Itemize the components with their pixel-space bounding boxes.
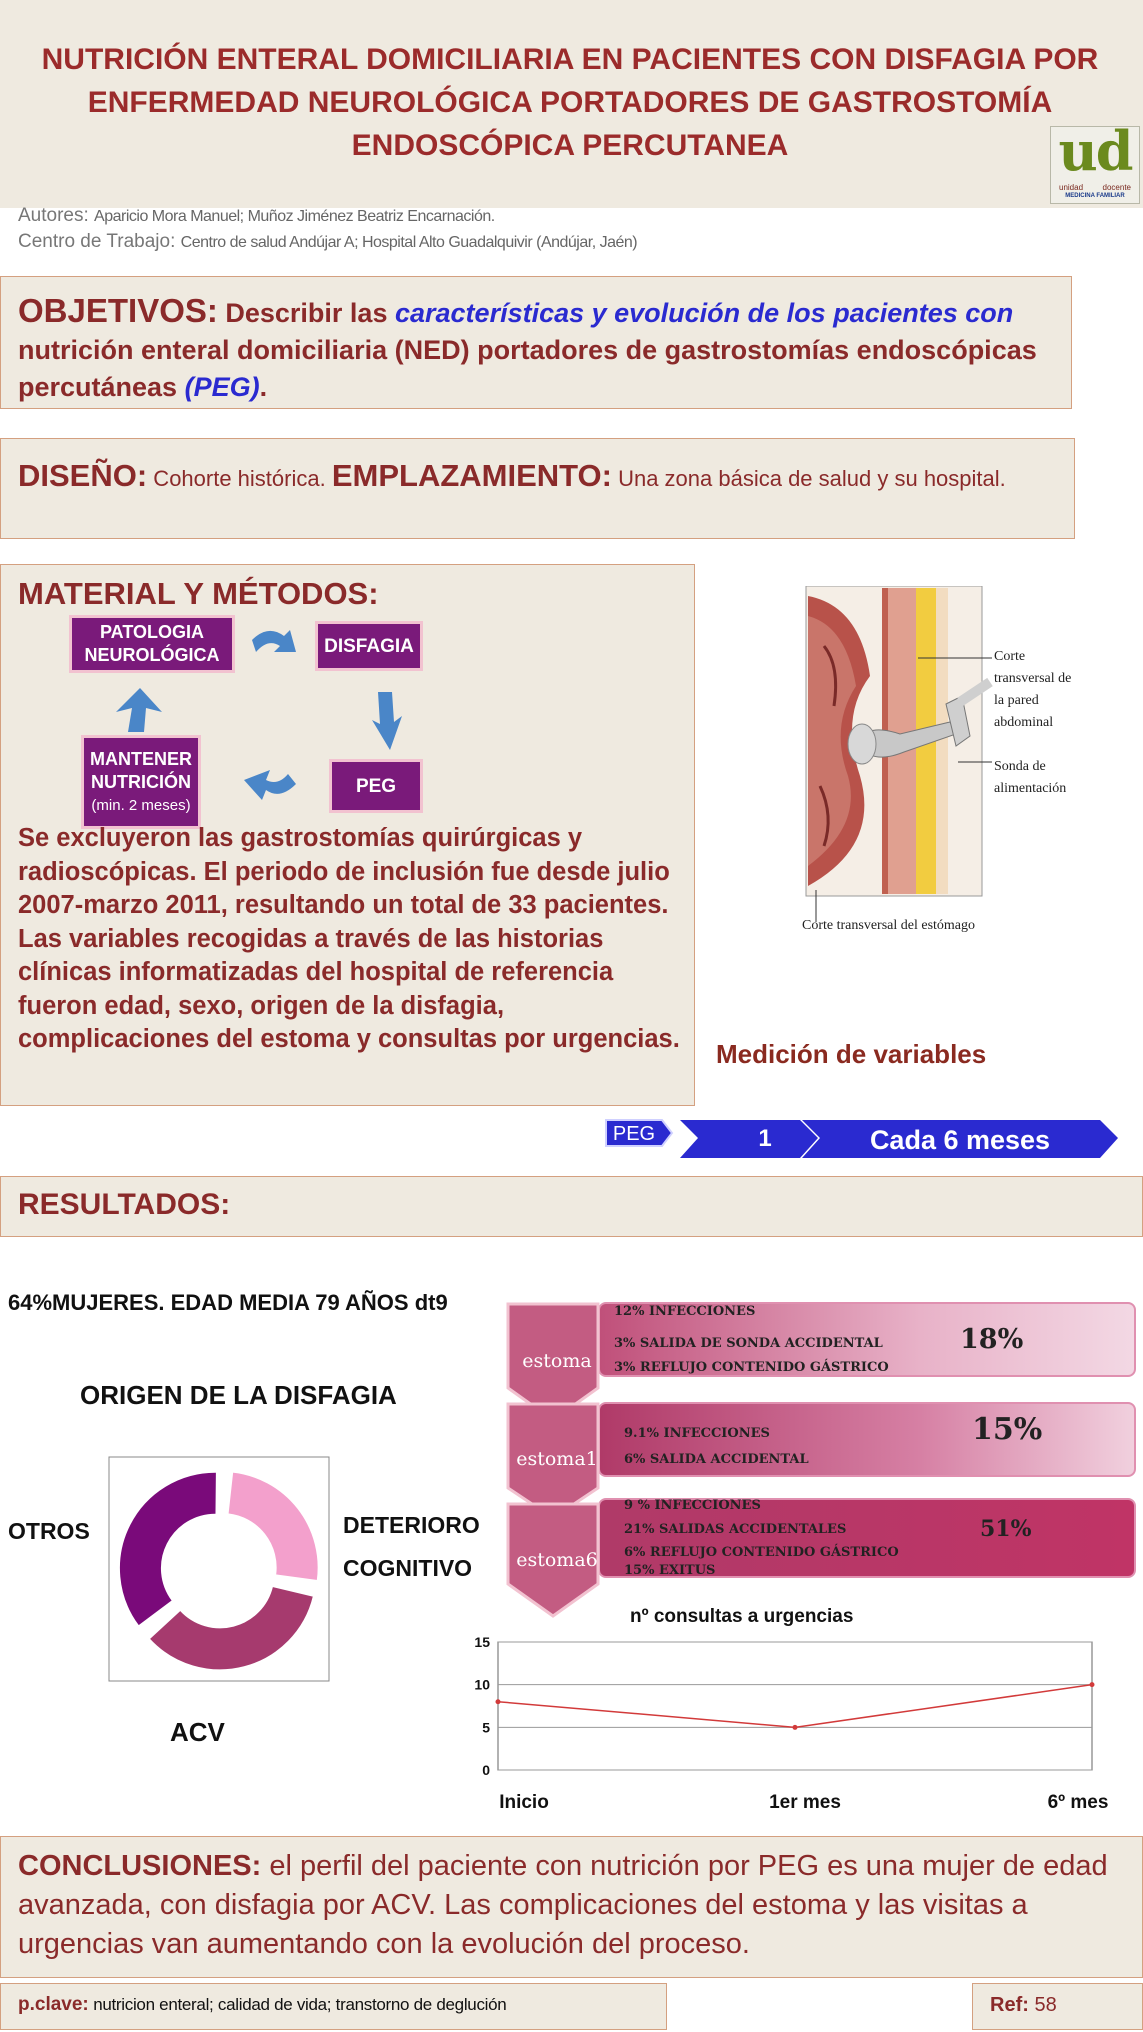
x-tick-label-0: Inicio — [499, 1792, 549, 1813]
unidad-docente-logo — [1050, 119, 1140, 204]
objetivos-peg: (PEG) — [184, 372, 260, 402]
workplace-name: Centro de salud Andújar A; Hospital Alto Guadalquivir (Andújar, Jaén) — [180, 234, 638, 251]
stoma-label-0: estoma — [522, 1350, 592, 1372]
emplazamiento-heading: EMPLAZAMIENTO: — [331, 458, 612, 493]
cycle-arrows — [0, 0, 700, 900]
cycle-box-peg-label: PEG — [355, 775, 397, 797]
keywords-line — [18, 1994, 506, 2016]
disfagia-donut-chart — [108, 1456, 330, 1682]
stoma-label-2: estoma6 — [516, 1549, 598, 1571]
stoma-1-item-1: 6% SALIDA ACCIDENTAL — [624, 1452, 809, 1467]
stoma-0-percent: 18% — [960, 1324, 1024, 1355]
diseno-value: Cohorte histórica. — [147, 466, 332, 491]
medicion-label: Medición de variables — [716, 1039, 987, 1069]
stoma-label-1: estoma1 — [516, 1448, 598, 1470]
donut-label-acv: ACV — [170, 1717, 225, 1747]
data-point-2 — [1090, 1682, 1095, 1687]
y-tick-label-3: 15 — [474, 1634, 490, 1650]
y-tick-label-0: 0 — [482, 1762, 490, 1778]
cycle-arrow-right-icon — [252, 630, 296, 652]
workplace-label: Centro de Trabajo: — [18, 231, 176, 252]
x-tick-label-2: 6º mes — [1047, 1792, 1109, 1813]
cycle-box-mantener-sub: (min. 2 meses) — [91, 796, 191, 814]
ref-label: Ref: — [990, 1994, 1029, 2016]
diseno-heading: DISEÑO: — [18, 458, 148, 493]
objetivos-text-c: . — [259, 372, 268, 402]
objetivos-text-a: Describir las — [217, 298, 395, 328]
keywords-value: nutricion enteral; calidad de vida; transtorno de deglución — [88, 1995, 507, 2014]
cycle-box-mantener-label: MANTENER NUTRICIÓN — [90, 748, 192, 792]
objetivos-emphasis: características y evolución de los pacientes con — [394, 298, 1014, 328]
donut-label-cognitivo: COGNITIVO — [343, 1555, 473, 1581]
logo-left-text: unidad — [1059, 183, 1084, 192]
stoma-2-item-0: 9 % INFECCIONES — [624, 1498, 761, 1513]
ref-value: 58 — [1028, 1994, 1057, 2016]
conclusiones-heading: CONCLUSIONES: — [18, 1850, 262, 1882]
illustration-label-stomach: Corte transversal del estómago — [802, 918, 976, 933]
cycle-box-patologia-label: PATOLOGIA NEUROLÓGICA — [84, 622, 220, 665]
stoma-0-item-1: 3% SALIDA DE SONDA ACCIDENTAL — [614, 1336, 883, 1351]
title-line-2: ENFERMEDAD NEUROLÓGICA PORTADORES DE GASTROSTOMÍA — [87, 86, 1053, 119]
stoma-2-item-2: 6% REFLUJO CONTENIDO GÁSTRICO — [624, 1545, 899, 1560]
ref-line — [990, 1994, 1057, 2017]
keywords-label: p.clave: — [18, 1994, 89, 2015]
donut-label-deterioro: DETERIORO — [343, 1512, 480, 1538]
stoma-2-item-1: 21% SALIDAS ACCIDENTALES — [624, 1522, 847, 1537]
objetivos-text-b: nutrición enteral domiciliaria (NED) portadores de gastrostomías endoscópicas percutáneas — [18, 335, 1037, 402]
data-point-0 — [496, 1699, 501, 1704]
cycle-arrow-left-icon — [244, 770, 296, 800]
stoma-2-item-3: 15% EXITUS — [624, 1563, 716, 1578]
material-paragraph: Se excluyeron las gastrostomías quirúrgicas y radioscópicas. El periodo de inclusión fue desde julio 2007-marzo 2011, resultando un total de 33 pacientes. Las variables recogidas a través de las historias clínicas informatizadas del hospital de referencia fueron edad, sexo, origen de la disfagia, complicaciones del estoma y consultas por urgencias. — [18, 824, 680, 1053]
cycle-arrow-down-icon — [372, 692, 402, 750]
conclusiones-body: el perfil del paciente con nutrición por PEG es una mujer de edad avanzada, con disfagia por ACV. Las complicaciones del estoma y las visitas a urgencias van aumentando con la evolución del proceso. — [18, 1850, 1108, 1960]
stoma-0-item-2: 3% REFLUJO CONTENIDO GÁSTRICO — [614, 1360, 889, 1375]
demographics-stats: 64%MUJERES. EDAD MEDIA 79 AÑOS dt9 — [8, 1290, 448, 1315]
cycle-box-disfagia-label: DISFAGIA — [324, 635, 414, 657]
conclusiones-text — [18, 1847, 1128, 1964]
y-tick-label-2: 10 — [474, 1676, 490, 1693]
emplazamiento-value: Una zona básica de salud y su hospital. — [611, 466, 1006, 491]
urgencias-chart-title: nº consultas a urgencias — [630, 1606, 854, 1627]
logo-right-text: docente — [1102, 183, 1131, 192]
medicion-step-1: 1 — [758, 1125, 772, 1152]
logo-mark: ud — [1058, 119, 1132, 183]
resultados-heading: RESULTADOS: — [18, 1188, 231, 1221]
stoma-2-percent: 51% — [980, 1516, 1032, 1542]
authors-label: Autores: — [18, 205, 89, 226]
medicion-step-peg: PEG — [612, 1123, 656, 1145]
medicion-step-6-meses: Cada 6 meses — [869, 1125, 1051, 1155]
material-heading: MATERIAL Y MÉTODOS: — [18, 576, 379, 611]
urgencias-line-chart — [456, 1628, 1116, 1818]
plot-frame — [498, 1642, 1092, 1770]
donut-title: ORIGEN DE LA DISFAGIA — [80, 1380, 397, 1410]
x-tick-label-1: 1er mes — [769, 1792, 841, 1813]
y-tick-label-1: 5 — [482, 1719, 490, 1736]
objetivos-heading: OBJETIVOS: — [18, 292, 218, 329]
illustration-label-feeding-tube: Sonda de alimentación — [994, 759, 1067, 796]
title-line-3: ENDOSCÓPICA PERCUTANEA — [351, 129, 789, 162]
stoma-0-item-0: 12% INFECCIONES — [614, 1304, 756, 1319]
stoma-1-percent: 15% — [972, 1412, 1043, 1447]
cycle-arrow-up-icon — [116, 688, 162, 732]
donut-label-otros: OTROS — [8, 1518, 90, 1544]
logo-bottom-text: MEDICINA FAMILIAR — [1065, 193, 1125, 199]
authors-names: Aparicio Mora Manuel; Muñoz Jiménez Beatriz Encarnación. — [94, 208, 495, 225]
title-line-1: NUTRICIÓN ENTERAL DOMICILIARIA EN PACIENTES CON DISFAGIA POR — [41, 43, 1099, 76]
illustration-label-abdominal-wall: Corte transversal de la pared abdominal — [994, 649, 1072, 730]
data-point-1 — [793, 1725, 798, 1730]
stoma-1-item-0: 9.1% INFECCIONES — [624, 1426, 770, 1441]
